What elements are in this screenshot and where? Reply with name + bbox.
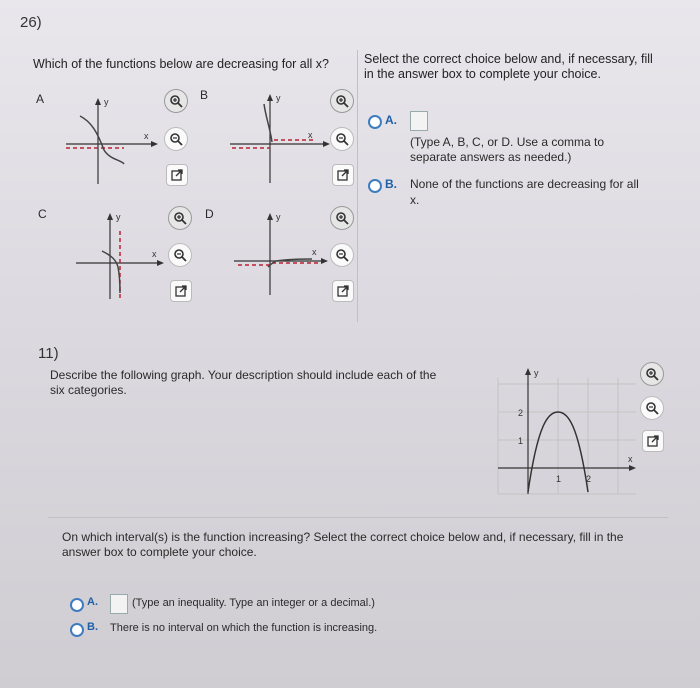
q11-x-tick-1: 1 [556,474,562,484]
graph-b-zoom-in-button[interactable] [330,89,354,113]
q11-graph [492,364,642,496]
graph-a [62,92,162,187]
choice-a-radio[interactable] [368,115,382,129]
graph-d-y-label: y [276,212,281,222]
open-external-icon [174,284,188,298]
graph-a-open-button[interactable] [166,164,188,186]
graph-d-zoom-in-button[interactable] [330,206,354,230]
choice-b-radio[interactable] [368,179,382,193]
q11-choice-a-hint: (Type an inequality. Type an integer or a decimal.) [132,597,375,609]
open-external-icon [336,168,350,182]
choice-a-letter: A. [385,113,397,127]
choice-a-hint-line-2: separate answers as needed.) [410,150,572,164]
q11-sub-question-line-2: answer box to complete your choice. [62,545,257,559]
zoom-out-icon [645,401,659,415]
q11-zoom-out-button[interactable] [640,396,664,420]
choice-a-hint-line-1: (Type A, B, C, or D. Use a comma to [410,135,605,149]
open-external-icon [336,284,350,298]
graph-b-y-label: y [276,93,281,103]
zoom-in-icon [335,94,349,108]
column-divider [357,50,358,322]
q11-choice-a-radio[interactable] [70,598,84,612]
zoom-in-icon [169,94,183,108]
choice-a-answer-box[interactable] [410,111,428,131]
zoom-out-icon [169,132,183,146]
zoom-in-icon [173,211,187,225]
zoom-out-icon [173,248,187,262]
q11-x-label: x [628,454,633,464]
graph-a-y-label: y [104,97,109,107]
zoom-in-icon [335,211,349,225]
question-number-11: 11) [38,345,59,362]
section-divider [48,517,668,518]
graph-label-a: A [36,92,45,106]
graph-d-x-label: x [312,247,317,257]
q11-y-tick-2: 2 [518,408,524,418]
graph-c [72,207,172,302]
question-number-26: 26) [20,14,42,31]
choice-b-text-line-2: x. [410,193,420,207]
zoom-in-icon [645,367,659,381]
open-external-icon [646,434,660,448]
graph-label-c: C [38,207,47,221]
graph-d-open-button[interactable] [332,280,354,302]
graph-c-x-label: x [152,249,157,259]
q11-open-button[interactable] [642,430,664,452]
q11-choice-a-letter: A. [87,596,98,608]
graph-a-x-label: x [144,131,149,141]
q11-choice-b-letter: B. [87,621,98,633]
q11-choice-a-answer-box[interactable] [110,594,128,614]
q11-y-tick-1: 1 [518,436,524,446]
instruction-line-2: in the answer box to complete your choice. [364,67,601,81]
q11-choice-b-radio[interactable] [70,623,84,637]
graph-d [230,207,335,302]
graph-a-zoom-out-button[interactable] [164,127,188,151]
graph-b [226,88,336,188]
graph-c-zoom-in-button[interactable] [168,206,192,230]
graph-b-open-button[interactable] [332,164,354,186]
graph-label-b: B [200,88,209,102]
graph-a-zoom-in-button[interactable] [164,89,188,113]
graph-label-d: D [205,207,214,221]
choice-b-text-line-1: None of the functions are decreasing for all [410,177,639,191]
zoom-out-icon [335,248,349,262]
graph-d-zoom-out-button[interactable] [330,243,354,267]
q11-prompt-line-2: six categories. [50,383,127,397]
instruction-line-1: Select the correct choice below and, if necessary, fill [364,52,653,66]
q11-x-tick-2: 2 [586,474,592,484]
q11-choice-b-text: There is no interval on which the function is increasing. [110,622,378,634]
graph-b-x-label: x [308,130,313,140]
zoom-out-icon [335,132,349,146]
graph-c-open-button[interactable] [170,280,192,302]
open-external-icon [170,168,184,182]
question-26-text: Which of the functions below are decreasing for all x? [33,57,329,71]
q11-y-label: y [534,368,539,378]
q11-zoom-in-button[interactable] [640,362,664,386]
q11-prompt-line-1: Describe the following graph. Your description should include each of the [50,368,437,382]
q11-sub-question-line-1: On which interval(s) is the function increasing? Select the correct choice below and, if necessary, fill in the [62,530,624,544]
graph-c-zoom-out-button[interactable] [168,243,192,267]
graph-b-zoom-out-button[interactable] [330,127,354,151]
choice-b-letter: B. [385,177,397,191]
graph-c-y-label: y [116,212,121,222]
